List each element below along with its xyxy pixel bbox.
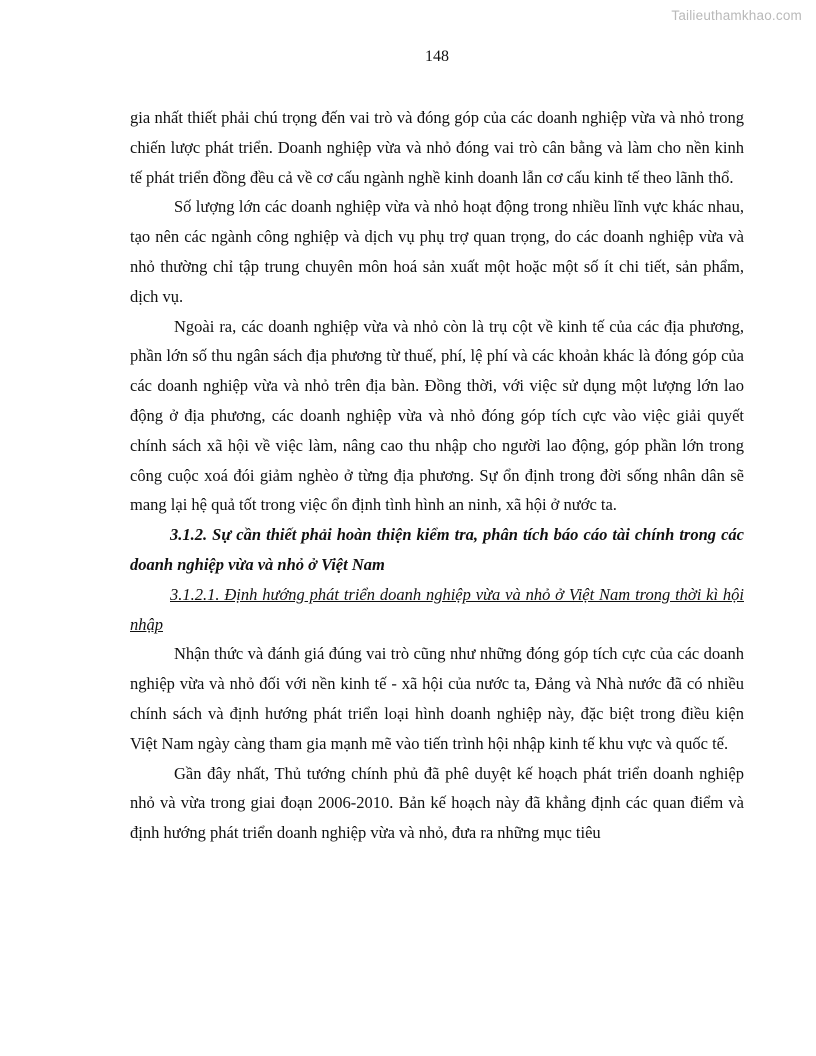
subsection-heading-3-1-2-1: 3.1.2.1. Định hướng phát triển doanh nghiệp vừa và nhỏ ở Việt Nam trong thời kì hội nhập [130, 584, 744, 634]
page-body [130, 103, 744, 848]
section-heading-3-1-2: 3.1.2. Sự cần thiết phải hoàn thiện kiểm tra, phân tích báo cáo tài chính trong các doanh nghiệp vừa và nhỏ ở Việt Nam [130, 525, 744, 574]
watermark: Tailieuthamkhao.com [671, 8, 802, 23]
paragraph: Số lượng lớn các doanh nghiệp vừa và nhỏ hoạt động trong nhiều lĩnh vực khác nhau, tạo nên các ngành công nghiệp và dịch vụ phụ trợ quan trọng, do các doanh nghiệp vừa và nhỏ thường chỉ tập trung chuyên môn hoá sản xuất một hoặc một số ít chi tiết, sản phẩm, dịch vụ. [130, 197, 744, 306]
paragraph: Nhận thức và đánh giá đúng vai trò cũng như những đóng góp tích cực của các doanh nghiệp vừa và nhỏ đối với nền kinh tế - xã hội của nước ta, Đảng và Nhà nước đã có nhiều chính sách và định hướng phát triển loại hình doanh nghiệp này, đặc biệt trong điều kiện Việt Nam ngày càng tham gia mạnh mẽ vào tiến trình hội nhập kinh tế khu vực và quốc tế. [130, 644, 744, 753]
paragraph: Gần đây nhất, Thủ tướng chính phủ đã phê duyệt kế hoạch phát triển doanh nghiệp nhỏ và vừa trong giai đoạn 2006-2010. Bản kế hoạch này đã khẳng định các quan điểm và định hướng phát triển doanh nghiệp vừa và nhỏ, đưa ra những mục tiêu [130, 763, 744, 843]
page-number: 148 [425, 48, 449, 65]
paragraph: Ngoài ra, các doanh nghiệp vừa và nhỏ còn là trụ cột về kinh tế của các địa phương, phần lớn số thu ngân sách địa phương từ thuế, phí, lệ phí và các khoản khác là đóng góp của các doanh nghiệp vừa và nhỏ trên địa bàn. Đồng thời, với việc sử dụng một lượng lớn lao động ở địa phương, các doanh nghiệp vừa và nhỏ đóng góp tích cực vào việc giải quyết chính sách xã hội về việc làm, nâng cao thu nhập cho người lao động, góp phần lớn trong công cuộc xoá đói giảm nghèo ở từng địa phương. Sự ổn định trong đời sống nhân dân sẽ mang lại hệ quả tốt trong việc ổn định tình hình an ninh, xã hội ở nước ta. [130, 316, 744, 515]
paragraph-continuation: gia nhất thiết phải chú trọng đến vai trò và đóng góp của các doanh nghiệp vừa và nhỏ trong chiến lược phát triển. Doanh nghiệp vừa và nhỏ đóng vai trò cân bằng và làm cho nền kinh tế phát triển đồng đều cả về cơ cấu ngành nghề kinh doanh lẫn cơ cấu kinh tế theo lãnh thổ. [130, 108, 744, 187]
